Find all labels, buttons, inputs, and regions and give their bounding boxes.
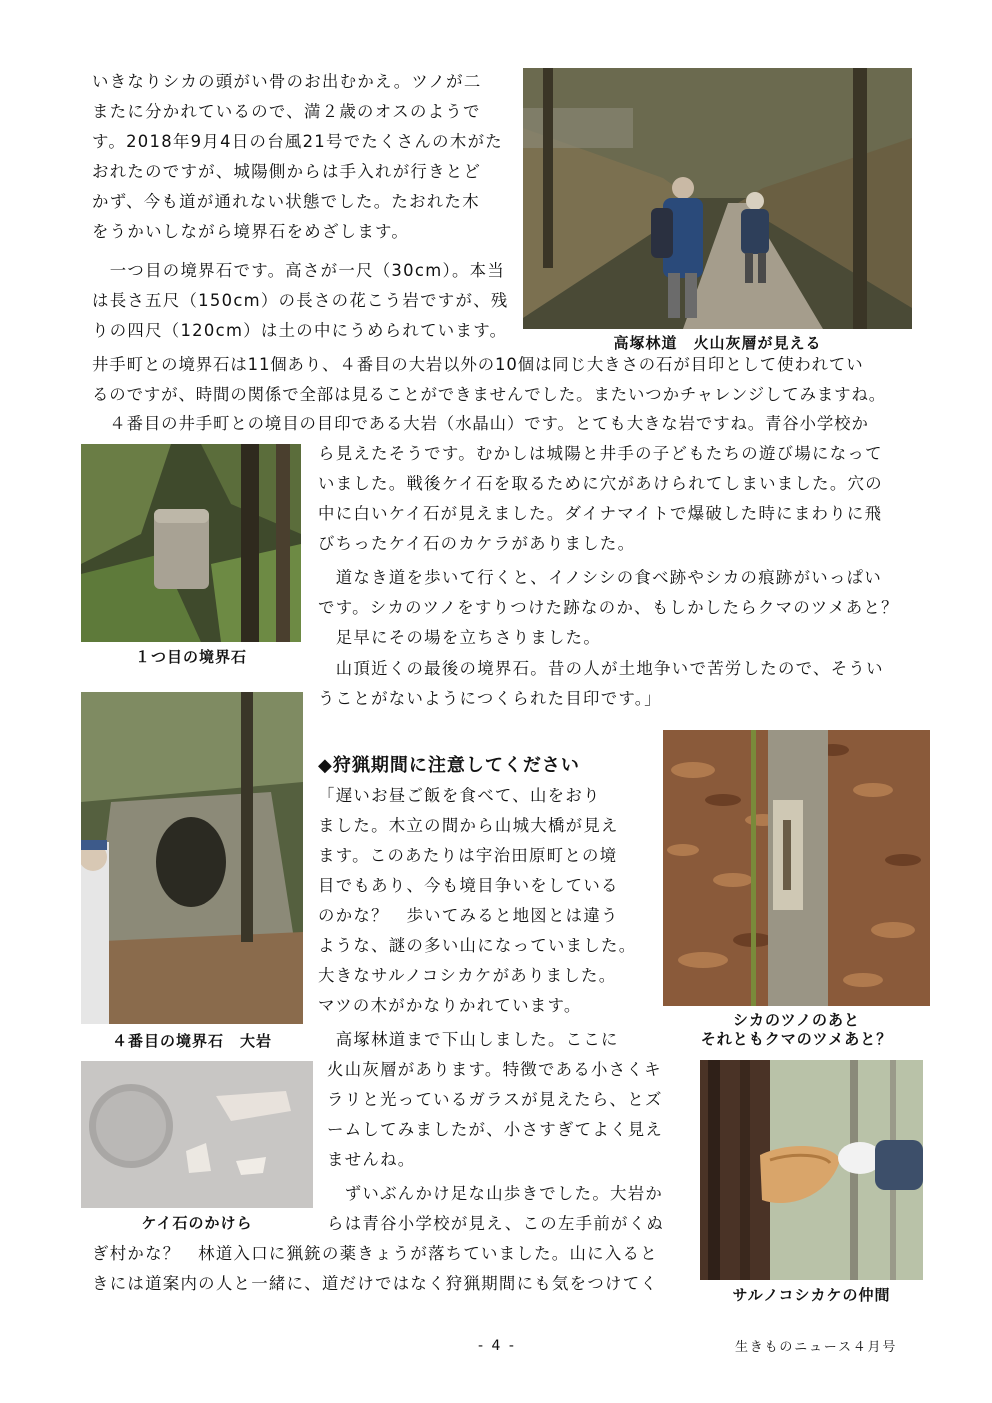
text-line: す。2018年9月4日の台風21号でたくさんの木がた	[92, 132, 503, 151]
text-line: 高塚林道まで下山しました。ここに	[318, 1030, 619, 1049]
text-line: ぎ村かな？ 林道入口に猟銃の薬きょうが落ちていました。山に入ると	[92, 1244, 658, 1263]
text-line: のかな？ 歩いてみると地図とは違う	[318, 906, 619, 925]
text-line: ませんね。	[327, 1150, 416, 1169]
text-line: ４番目の井手町との境目の目印である大岩（水晶山）です。とても大きな岩ですね。青谷小学校か	[92, 414, 869, 433]
text-line: ました。木立の間から山城大橋が見え	[318, 816, 619, 835]
text-line: きには道案内の人と一緒に、道だけではなく狩猟期間にも気をつけてく	[92, 1274, 659, 1293]
newsletter-title: 生きものニュース４月号	[735, 1340, 898, 1355]
photo-big-rock	[81, 692, 303, 1024]
text-line: 井手町との境界石は11個あり、４番目の大岩以外の10個は同じ大きさの石が目印として使われてい	[92, 355, 864, 374]
photo-quartz-fragments	[81, 1061, 313, 1208]
photo-first-boundary-stone	[81, 444, 301, 642]
caption-quartz-fragments: ケイ石のかけら	[141, 1214, 253, 1232]
text-line: です。シカのツノをすりつけた跡なのか、もしかしたらクマのツメあと？	[318, 598, 899, 617]
text-line: は長さ五尺（150cm）の長さの花こう岩ですが、残	[92, 291, 509, 310]
text-line: ームしてみましたが、小さすぎてよく見え	[327, 1120, 664, 1139]
text-line: ます。このあたりは宇治田原町との境	[318, 846, 618, 865]
text-line: 火山灰層があります。特徴である小さくキ	[327, 1060, 662, 1079]
caption-deer-marks-line1: シカのツノのあと	[732, 1011, 861, 1029]
text-line: びちったケイ石のカケラがありました。	[318, 534, 636, 553]
text-line: らは青谷小学校が見え、この左手前がくぬ	[327, 1214, 665, 1233]
section-heading-hunting: ◆狩猟期間に注意してください	[318, 755, 580, 776]
text-line: 道なき道を歩いて行くと、イノシシの食べ跡やシカの痕跡がいっぱい	[318, 568, 883, 587]
text-line: るのですが、時間の関係で全部は見ることができませんでした。またいつかチャレンジしてみますね。	[92, 385, 887, 404]
text-line: 「遅いお昼ご飯を食べて、山をおり	[318, 786, 601, 805]
text-line: かず、今も道が通れない状態でした。たおれた木	[92, 192, 480, 211]
text-line: いきなりシカの頭がい骨のお出むかえ。ツノが二	[92, 72, 482, 91]
text-line: ずいぶんかけ足な山歩きでした。大岩か	[327, 1184, 664, 1203]
photo-bracket-fungus	[700, 1060, 923, 1280]
caption-big-rock: ４番目の境界石 大岩	[111, 1032, 272, 1050]
text-line: 目でもあり、今も境目争いをしている	[318, 876, 619, 895]
text-line: 山頂近くの最後の境界石。昔の人が土地争いで苦労したので、そうい	[318, 659, 884, 678]
caption-first-boundary-stone: １つ目の境界石	[134, 648, 247, 666]
text-line: をうかいしながら境界石をめざします。	[92, 222, 410, 241]
text-line: 一つ目の境界石です。高さが一尺（30cm）。本当	[92, 261, 506, 280]
text-line: うことがないようにつくられた目印です。」	[318, 689, 662, 708]
caption-deer-marks-line2: それともクマのツメあと？	[700, 1030, 893, 1048]
page-number: - 4 -	[478, 1338, 516, 1354]
text-line: りの四尺（120cm）は土の中にうめられています。	[92, 321, 508, 340]
photo-forest-road	[523, 68, 912, 329]
text-line: おれたのですが、城陽側からは手入れが行きとど	[92, 162, 482, 181]
text-line: またに分かれているので、満２歳のオスのようで	[92, 102, 481, 121]
text-line: マツの木がかなりかれています。	[318, 996, 582, 1015]
text-line: ラリと光っているガラスが見えたら、とズ	[327, 1090, 663, 1109]
photo-deer-marks	[663, 730, 930, 1006]
text-line: ような、謎の多い山になっていました。	[318, 936, 637, 955]
text-line: ら見えたそうです。むかしは城陽と井手の子どもたちの遊び場になって	[318, 444, 883, 463]
caption-bracket-fungus: サルノコシカケの仲間	[732, 1286, 891, 1304]
caption-forest-road: 高塚林道 火山灰層が見える	[613, 334, 822, 352]
text-line: 中に白いケイ石が見えました。ダイナマイトで爆破した時にまわりに飛	[318, 504, 883, 523]
text-line: 大きなサルノコシカケがありました。	[318, 966, 617, 985]
text-line: いました。戦後ケイ石を取るために穴があけられてしまいました。穴の	[318, 474, 883, 493]
text-line: 足早にその場を立ちさりました。	[318, 628, 602, 647]
